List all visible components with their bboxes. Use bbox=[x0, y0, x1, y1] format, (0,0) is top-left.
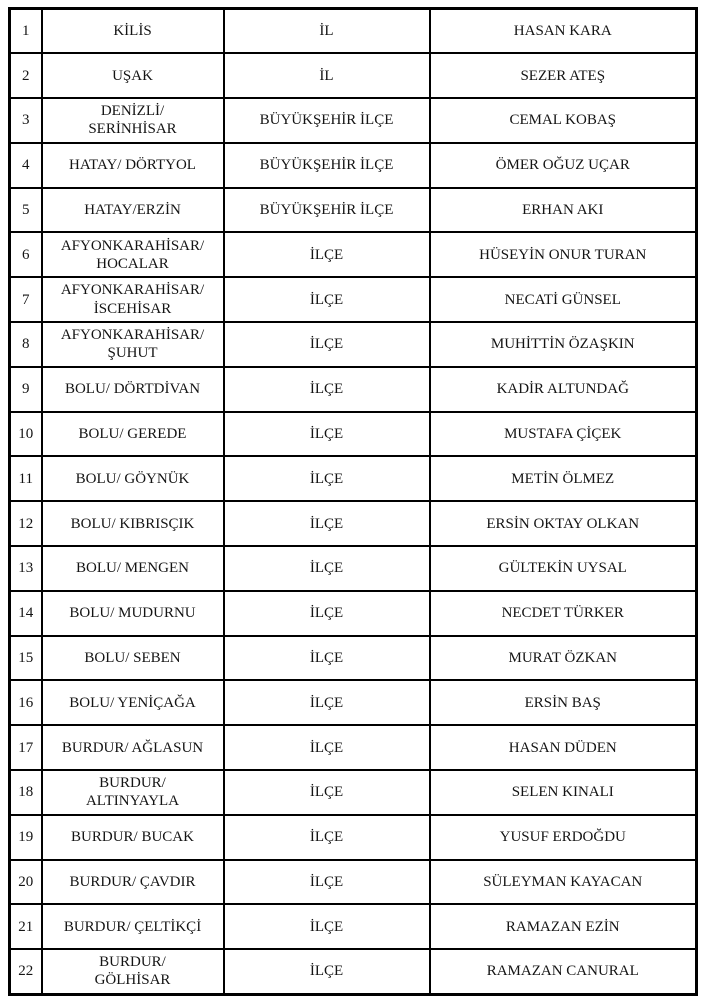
row-number-cell: 8 bbox=[10, 322, 42, 367]
row-number-cell: 2 bbox=[10, 53, 42, 98]
person-name-cell: ERSİN OKTAY OLKAN bbox=[430, 501, 697, 546]
person-name-cell: RAMAZAN CANURAL bbox=[430, 949, 697, 994]
district-type-cell: BÜYÜKŞEHİR İLÇE bbox=[224, 143, 430, 188]
person-name-cell: HÜSEYİN ONUR TURAN bbox=[430, 232, 697, 277]
district-type-cell: İLÇE bbox=[224, 546, 430, 591]
row-number-cell: 13 bbox=[10, 546, 42, 591]
table-row bbox=[10, 501, 697, 546]
location-cell: BOLU/ GEREDE bbox=[42, 412, 224, 457]
table-row bbox=[10, 591, 697, 636]
person-name-cell: NECDET TÜRKER bbox=[430, 591, 697, 636]
district-type-cell: İL bbox=[224, 53, 430, 98]
row-number-cell: 15 bbox=[10, 636, 42, 681]
district-type-cell: İLÇE bbox=[224, 322, 430, 367]
table-row bbox=[10, 232, 697, 277]
row-number-cell: 11 bbox=[10, 456, 42, 501]
location-cell: BURDUR/ ÇAVDIR bbox=[42, 860, 224, 905]
table-row bbox=[10, 277, 697, 322]
table-body bbox=[10, 9, 697, 995]
district-type-cell: İLÇE bbox=[224, 904, 430, 949]
location-cell: BOLU/ MENGEN bbox=[42, 546, 224, 591]
row-number-cell: 4 bbox=[10, 143, 42, 188]
table-row bbox=[10, 725, 697, 770]
table-row bbox=[10, 636, 697, 681]
row-number-cell: 12 bbox=[10, 501, 42, 546]
location-cell: BOLU/ MUDURNU bbox=[42, 591, 224, 636]
location-cell: BOLU/ DÖRTDİVAN bbox=[42, 367, 224, 412]
person-name-cell: KADİR ALTUNDAĞ bbox=[430, 367, 697, 412]
location-cell: AFYONKARAHİSAR/ ŞUHUT bbox=[42, 322, 224, 367]
row-number-cell: 17 bbox=[10, 725, 42, 770]
location-cell: BOLU/ YENİÇAĞA bbox=[42, 680, 224, 725]
table-row bbox=[10, 904, 697, 949]
district-type-cell: İLÇE bbox=[224, 860, 430, 905]
person-name-cell: ERSİN BAŞ bbox=[430, 680, 697, 725]
table-row bbox=[10, 188, 697, 233]
row-number-cell: 1 bbox=[10, 9, 42, 54]
location-cell: UŞAK bbox=[42, 53, 224, 98]
table-row bbox=[10, 456, 697, 501]
district-type-cell: İLÇE bbox=[224, 367, 430, 412]
table-row bbox=[10, 98, 697, 143]
table-row bbox=[10, 546, 697, 591]
location-cell: KİLİS bbox=[42, 9, 224, 54]
person-name-cell: METİN ÖLMEZ bbox=[430, 456, 697, 501]
person-name-cell: YUSUF ERDOĞDU bbox=[430, 815, 697, 860]
row-number-cell: 18 bbox=[10, 770, 42, 815]
location-cell: BURDUR/ GÖLHİSAR bbox=[42, 949, 224, 994]
table-row bbox=[10, 860, 697, 905]
person-name-cell: SELEN KINALI bbox=[430, 770, 697, 815]
row-number-cell: 7 bbox=[10, 277, 42, 322]
person-name-cell: HASAN DÜDEN bbox=[430, 725, 697, 770]
person-name-cell: RAMAZAN EZİN bbox=[430, 904, 697, 949]
row-number-cell: 3 bbox=[10, 98, 42, 143]
location-cell: BURDUR/ ALTINYAYLA bbox=[42, 770, 224, 815]
location-cell: BOLU/ SEBEN bbox=[42, 636, 224, 681]
district-type-cell: İLÇE bbox=[224, 456, 430, 501]
location-cell: BOLU/ KIBRISÇIK bbox=[42, 501, 224, 546]
district-type-cell: İLÇE bbox=[224, 815, 430, 860]
table-row bbox=[10, 770, 697, 815]
table-row bbox=[10, 367, 697, 412]
table-row bbox=[10, 9, 697, 54]
table-row bbox=[10, 143, 697, 188]
location-cell: BOLU/ GÖYNÜK bbox=[42, 456, 224, 501]
district-type-cell: İLÇE bbox=[224, 680, 430, 725]
row-number-cell: 14 bbox=[10, 591, 42, 636]
location-cell: HATAY/ERZİN bbox=[42, 188, 224, 233]
district-type-cell: İLÇE bbox=[224, 949, 430, 994]
district-type-cell: İLÇE bbox=[224, 412, 430, 457]
table-row bbox=[10, 412, 697, 457]
row-number-cell: 22 bbox=[10, 949, 42, 994]
table-row bbox=[10, 815, 697, 860]
person-name-cell: ERHAN AKI bbox=[430, 188, 697, 233]
person-name-cell: NECATİ GÜNSEL bbox=[430, 277, 697, 322]
district-type-cell: BÜYÜKŞEHİR İLÇE bbox=[224, 188, 430, 233]
person-name-cell: SEZER ATEŞ bbox=[430, 53, 697, 98]
person-name-cell: MUHİTTİN ÖZAŞKIN bbox=[430, 322, 697, 367]
person-name-cell: MUSTAFA ÇİÇEK bbox=[430, 412, 697, 457]
district-type-cell: İLÇE bbox=[224, 636, 430, 681]
district-type-cell: İLÇE bbox=[224, 501, 430, 546]
district-type-cell: İL bbox=[224, 9, 430, 54]
row-number-cell: 5 bbox=[10, 188, 42, 233]
district-type-cell: İLÇE bbox=[224, 725, 430, 770]
table-row bbox=[10, 53, 697, 98]
person-name-cell: SÜLEYMAN KAYACAN bbox=[430, 860, 697, 905]
person-name-cell: ÖMER OĞUZ UÇAR bbox=[430, 143, 697, 188]
location-cell: BURDUR/ ÇELTİKÇİ bbox=[42, 904, 224, 949]
district-type-cell: İLÇE bbox=[224, 232, 430, 277]
table-row bbox=[10, 680, 697, 725]
person-name-cell: GÜLTEKİN UYSAL bbox=[430, 546, 697, 591]
table-row bbox=[10, 322, 697, 367]
table-row bbox=[10, 949, 697, 994]
appointments-table bbox=[8, 7, 698, 996]
row-number-cell: 16 bbox=[10, 680, 42, 725]
person-name-cell: HASAN KARA bbox=[430, 9, 697, 54]
location-cell: HATAY/ DÖRTYOL bbox=[42, 143, 224, 188]
location-cell: AFYONKARAHİSAR/ HOCALAR bbox=[42, 232, 224, 277]
row-number-cell: 10 bbox=[10, 412, 42, 457]
location-cell: AFYONKARAHİSAR/ İSCEHİSAR bbox=[42, 277, 224, 322]
district-type-cell: İLÇE bbox=[224, 591, 430, 636]
row-number-cell: 21 bbox=[10, 904, 42, 949]
row-number-cell: 6 bbox=[10, 232, 42, 277]
district-type-cell: İLÇE bbox=[224, 277, 430, 322]
row-number-cell: 19 bbox=[10, 815, 42, 860]
location-cell: DENİZLİ/ SERİNHİSAR bbox=[42, 98, 224, 143]
location-cell: BURDUR/ BUCAK bbox=[42, 815, 224, 860]
person-name-cell: MURAT ÖZKAN bbox=[430, 636, 697, 681]
district-type-cell: BÜYÜKŞEHİR İLÇE bbox=[224, 98, 430, 143]
person-name-cell: CEMAL KOBAŞ bbox=[430, 98, 697, 143]
row-number-cell: 9 bbox=[10, 367, 42, 412]
location-cell: BURDUR/ AĞLASUN bbox=[42, 725, 224, 770]
district-type-cell: İLÇE bbox=[224, 770, 430, 815]
row-number-cell: 20 bbox=[10, 860, 42, 905]
